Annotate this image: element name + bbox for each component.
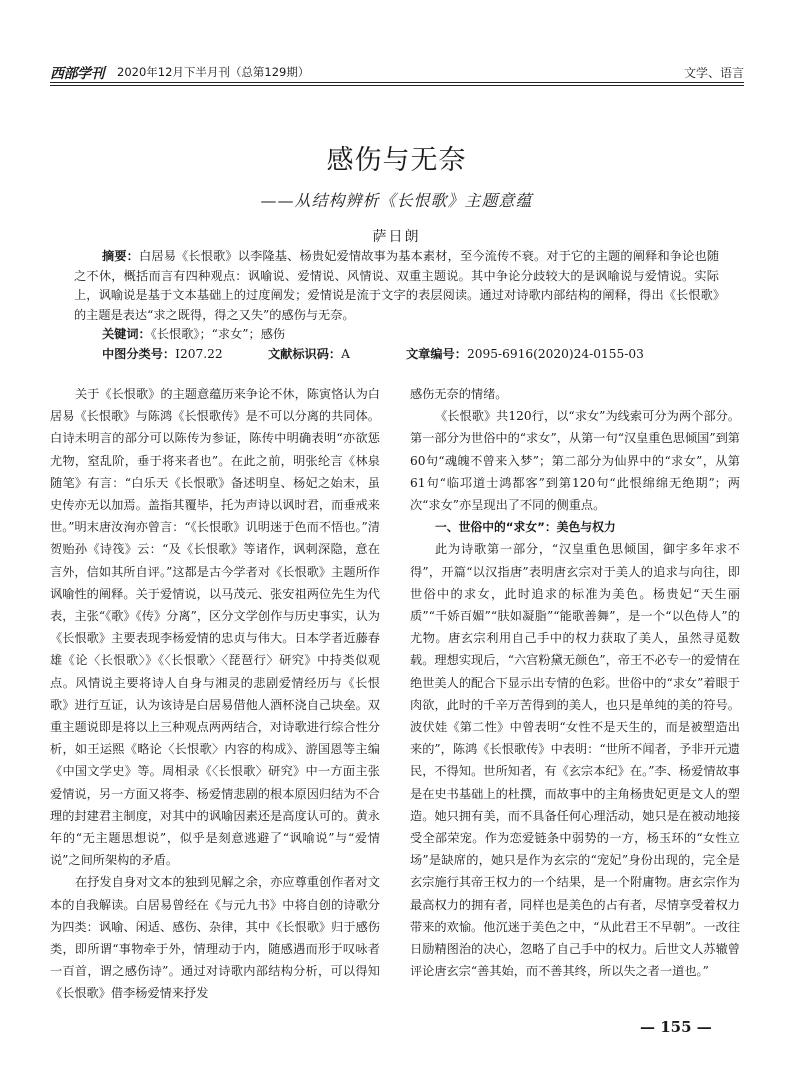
document-code — [268, 345, 350, 365]
body-column-right — [410, 383, 740, 982]
classification-label: 中图分类号： — [102, 347, 176, 361]
header-rule-thin — [50, 85, 744, 86]
keywords — [102, 325, 285, 345]
article-number-label: 文章编号： — [406, 347, 467, 361]
keywords-text: 《长恨歌》；“求女”；感伤 — [150, 327, 286, 341]
paragraph: 关于《长恨歌》的主题意蕴历来争论不休，陈寅恪认为白居易《长恨歌》与陈鸿《长恨歌传》是不可以分离的共同体。白诗未明言的部分可以陈传为参证，陈传中明确表明“亦欲惩尤物，窒乱阶，垂于将来者也”。在此之前，明张纶言《林泉随笔》有言：“白乐天《长恨歌》备述明皇、杨妃之始末，虽史传亦无以加焉。盖指其覆毕，托为声诗以讽时君，而垂戒来世。”明末唐汝洵亦曾言：“《长恨歌》讥明迷于色而不悟也。”清贺贻孙《诗筏》云：“及《长恨歌》等诸作，讽刺深隐，意在言外，信如其所自评。”这都是古今学者对《长恨歌》主题所作讽喻性的阐释。关于爱情说，以马茂元、张安祖两位先生为代表，主张“《歌》《传》分离”，区分文学创作与历史事实，认为《长恨歌》主要表现李杨爱情的忠贞与伟大。日本学者近藤春雄《论〈长恨歌〉》《〈长恨歌〉〈琵琶行〉研究》中持类似观点。风情说主要将诗人自身与湘灵的悲剧爱情经历与《长恨歌》进行互证，认为该诗是白居易借他人酒杯浇自己块垒。双重主题说即是将以上三种观点两两结合，对诗歌进行综合性分析，如王运熙《略论〈长恨歌〉内容的构成》、游国恩等主编《中国文学史》等。周相录《〈长恨歌〉研究》中一方面主张爱情说，另一方面又将李、杨爱情悲剧的根本原因归结为不合理的封建君主制度，对其中的讽喻因素还是高度认可的。黄永年的“无主题思想说”，似乎是刻意逃避了“讽喻说”与“爱情说”之间所架构的矛盾。 — [50, 387, 380, 868]
journal-name: 西部学刊 — [50, 66, 104, 82]
abstract-label: 摘要： — [102, 249, 140, 263]
paragraph: 《长恨歌》共120行，以“求女”为线索可分为两个部分。第一部分为世俗中的“求女”，从第一句“汉皇重色思倾国”到第60句“魂魄不曾来入梦”；第二部分为仙界中的“求女”，从第61句“临邛道士鸿都客”到第120句“此恨绵绵无绝期”；两次“求女”亦呈现出了不同的侧重点。 — [410, 409, 740, 513]
classification-value: I207.22 — [175, 347, 223, 361]
header-rule — [50, 82, 744, 83]
issue-info: 2020年12月下半月刊（总第129期） — [117, 65, 310, 79]
running-header — [50, 60, 744, 82]
section-name: 文学、语言 — [683, 66, 744, 80]
abstract — [74, 247, 719, 325]
page-number: — 155 — — [640, 1018, 712, 1036]
article-number-value: 2095-6916(2020)24-0155-03 — [466, 347, 644, 361]
abstract-text: 白居易《长恨歌》以李隆基、杨贵妃爱情故事为基本素材，至今流传不衰。对于它的主题的阐释和争论也随之不休，概括而言有四种观点：讽喻说、爱情说、风情说、双重主题说。其中争论分歧较大的是讽喻说与爱情说。实际上，讽喻说是基于文本基础上的过度阐发；爱情说是流于文字的表层阅读。通过对诗歌内部结构的阐释，得出《长恨歌》的主题是表达“求之既得，得之又失”的感伤与无奈。 — [74, 249, 720, 322]
author-name: 萨日朗 — [372, 229, 421, 245]
article-subtitle: ——从结构辨析《长恨歌》主题意蕴 — [260, 191, 533, 210]
section-heading: 一、世俗中的“求女”：美色与权力 — [435, 520, 616, 535]
paragraph: 在抒发自身对文本的独到见解之余，亦应尊重创作者对文本的自我解读。白居易曾经在《与元九书》中将自创的诗歌分为四类：讽喻、闲适、感伤、杂律，其中《长恨歌》归于感伤类，即所谓“事物牵于外，情理动于内，随感遇而形于叹咏者一百首，谓之感伤诗”。通过对诗歌内部结构分析，可以得知《长恨歌》借李杨爱情来抒发 — [50, 875, 380, 1001]
article-title: 感伤与无奈 — [326, 145, 467, 176]
document-code-value: A — [341, 347, 350, 361]
keywords-label: 关键词： — [102, 327, 151, 341]
paragraph: 感伤无奈的情绪。 — [410, 387, 508, 401]
article-number — [406, 345, 644, 365]
paragraph: 此为诗歌第一部分，“汉皇重色思倾国，御宇多年求不得”，开篇“以汉指唐”表明唐玄宗对于美人的追求与向往，即世俗中的求女，此时追求的标准为美色。杨贵妃“天生丽质”“千娇百媚”“肤如凝脂”“能歌善舞”，是一个“以色侍人”的尤物。唐玄宗利用自己手中的权力获取了美人，虽然寻觅数载。理想实现后，“六宫粉黛无颜色”，帝王不必专一的爱情在绝世美人的配合下显示出专情的色彩。世俗中的“求女”着眼于肉欲，此时的千辛万苦得到的美人，也只是单纯的美的符号。波伏娃《第二性》中曾表明“女性不是天生的，而是被塑造出来的”，陈鸿《长恨歌传》中表明：“世所不闻者，予非开元遗民，不得知。世所知者，有《玄宗本纪》在。”李、杨爱情故事是在史书基础上的杜撰，而故事中的主角杨贵妃更是文人的塑造。她只拥有美，而不具备任何心理活动，她只是在被动地接受全部荣宠。作为恋爱链条中弱势的一方，杨玉环的“女性立场”是缺席的，她只是作为玄宗的“宠妃”身份出现的，完全是玄宗施行其帝王权力的一个结果，是一个附庸物。唐玄宗作为最高权力的拥有者，同样也是美色的占有者，尽情享受着权力带来的欢愉。他沉迷于美色之中，“从此君王不早朝”。一改往日励精图治的决心，忽略了自己手中的权力。后世文人苏辙曾评论唐玄宗“善其始，而不善其终，所以失之者一道也。” — [410, 542, 740, 979]
document-code-label: 文献标识码： — [268, 347, 342, 361]
body-column-left — [50, 383, 380, 1005]
classification — [102, 345, 223, 365]
